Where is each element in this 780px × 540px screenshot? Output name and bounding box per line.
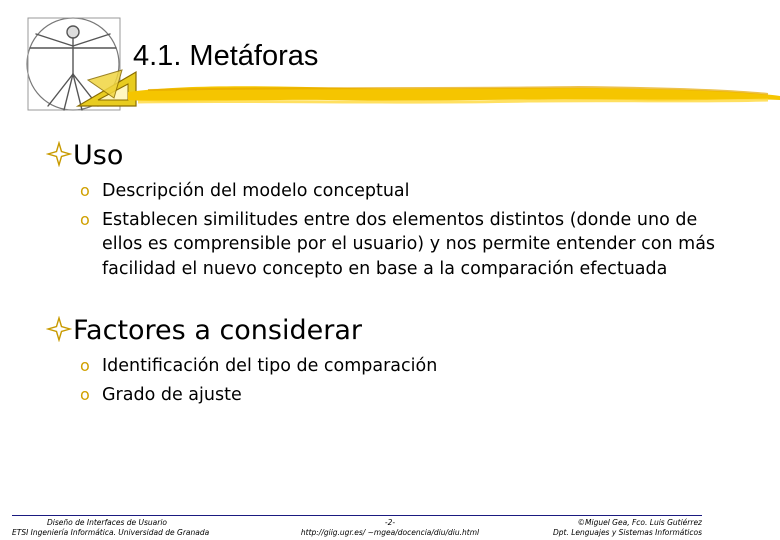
section-heading-text: Uso xyxy=(73,140,124,171)
list-item xyxy=(80,354,720,379)
section-heading-text: Factores a considerar xyxy=(73,315,362,346)
slide-title: 4.1. Metáforas xyxy=(133,40,319,72)
bullet-marker: o xyxy=(80,384,90,404)
bullet-marker: o xyxy=(80,356,90,375)
footer-url[interactable]: http://giig.ugr.es/ ~mgea/docencia/diu/diu.html xyxy=(300,528,480,537)
section-uso-list xyxy=(80,179,720,281)
four-point-star-icon xyxy=(46,316,72,342)
list-item xyxy=(80,179,720,204)
footer-divider xyxy=(12,515,702,516)
footer-center xyxy=(290,518,490,538)
footer-department: Dpt. Lenguajes y Sistemas Informáticos xyxy=(552,528,702,537)
footer-school: ETSI Ingeniería Informática. Universidad de Granada xyxy=(12,528,210,537)
bullet-marker: o xyxy=(80,181,90,200)
section-heading-uso xyxy=(46,140,123,172)
list-item-text: Grado de ajuste xyxy=(102,384,242,405)
list-item xyxy=(80,208,720,282)
bullet-marker: o xyxy=(80,209,90,229)
list-item-text: Establecen similitudes entre dos elementos distintos (donde uno de ellos es comprensible por el usuario) y nos permite entender con más facilidad el nuevo concepto en base a la comparación efectuada xyxy=(102,209,716,279)
page-number: -2- xyxy=(384,518,396,527)
four-point-star-icon xyxy=(46,141,72,167)
section-heading-factores xyxy=(46,315,362,347)
list-item-text: Identificación del tipo de comparación xyxy=(102,356,438,376)
footer-course: Diseño de Interfaces de Usuario xyxy=(47,518,167,527)
section-factores-list xyxy=(80,354,720,407)
list-item-text: Descripción del modelo conceptual xyxy=(102,181,410,201)
list-item xyxy=(80,383,720,408)
footer-right xyxy=(530,518,702,538)
footer-left xyxy=(12,518,210,538)
footer-authors: ©Miguel Gea, Fco. Luis Gutiérrez xyxy=(577,518,702,527)
title-brush-stroke xyxy=(128,78,780,110)
